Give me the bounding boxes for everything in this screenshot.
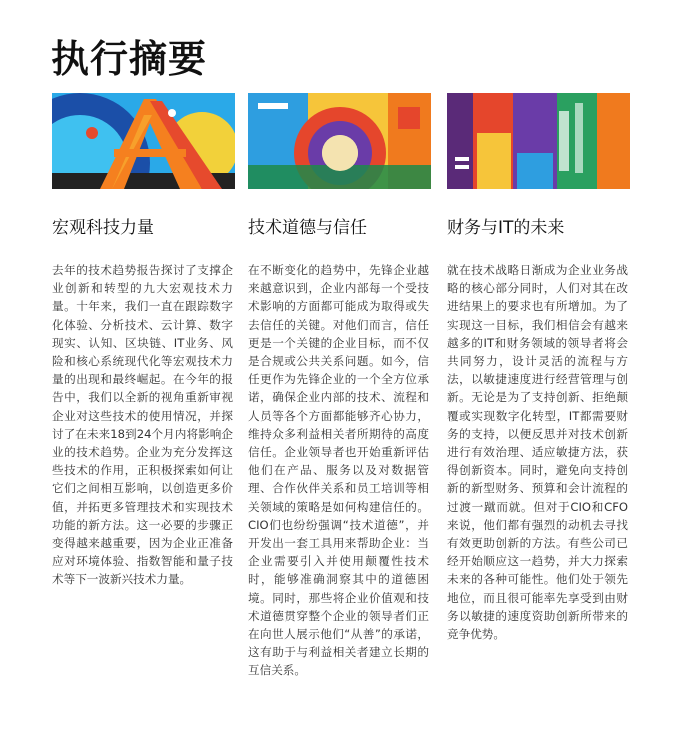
section-body: 在不断变化的趋势中，先锋企业越来越意识到，企业内部每一个受技术影响的方面都可能成为取得或失去信任的关键。对他们而言，信任更是一个关键的企业目标，而不仅是合规或公共关系问题。如今，信任更作为先锋企业的一个全方位承诺，确保企业内部的技术、流程和人员等各个方面都能够齐心协力，维持众多利益相关者所期待的高度信任。企业领导者也开始重新评估他们在产品、服务以及对数据管理、合作伙伴关系和员工培训等相关领域的策略是如何构建信任的。CIO们也纷纷强调“技术道德”，并开发出一套工具用来帮助企业：当企业需要引入并使用颠覆性技术时，能够准确洞察其中的道德困境。同时，那些将企业价值观和技术道德贯穿整个企业的领导者们正在向世人展示他们“从善”的承诺，这有助于与利益相关者建立长期的互信关系。 bbox=[248, 263, 429, 678]
section-body: 就在技术战略日渐成为企业业务战略的核心部分同时，人们对其在改进结果上的要求也有所增加。为了实现这一目标，我们相信会有越来越多的IT和财务领域的领导者将会共同努力，设计灵活的流程与方法，以敏捷速度进行经营管理与创新。无论是为了支持创新、拒绝颠覆或实现数字化转型，IT都需要财务的支持，以便反思并对技术创新进行有效治理、适应敏捷方法，获得创新资本。同时，避免向支持创新的新型财务、预算和会计流程的过渡一蹴而就。但对于CIO和CFO来说，他们都有强烈的动机去寻找有效更助创新的方法。有些公司已经开始顺应这一趋势，并大力探索未来的各种可能性。他们处于领先地位，而且很可能率先享受到由财务以敏捷的速度资助创新所带来的竞争优势。 bbox=[447, 263, 628, 642]
section-heading: 财务与IT的未来 bbox=[447, 218, 565, 238]
section-heading: 宏观科技力量 bbox=[52, 218, 154, 238]
section-ethics-trust bbox=[248, 93, 431, 678]
abstract-bars-illustration bbox=[447, 93, 630, 189]
abstract-orange-A-illustration bbox=[52, 93, 235, 189]
section-macro-forces bbox=[52, 93, 235, 587]
abstract-circles-illustration bbox=[248, 93, 431, 189]
section-finance-it bbox=[447, 93, 630, 642]
section-body: 去年的技术趋势报告探讨了支撑企业创新和转型的九大宏观技术力量。十年来，我们一直在跟踪数字化体验、分析技术、云计算、数字现实、认知、区块链、IT业务、风险和核心系统现代化等宏观技术力量的出现和最终崛起。在今年的报告中，我们以全新的视角重新审视企业对这些技术的使用情况，并探讨了在未来18到24个月内将影响企业的技术趋势。企业为充分发挥这些技术的作用，正积极探索如何让它们之间相互影响，以创造更多价值，并拓更多管理技术和实现技术功能的新方法。这一必要的步骤正变得越来越重要，因为企业正准备应对环境体验、指数智能和量子技术等下一波新兴技术力量。 bbox=[52, 263, 233, 587]
page-title: 执行摘要 bbox=[51, 37, 208, 81]
section-heading: 技术道德与信任 bbox=[248, 218, 367, 238]
